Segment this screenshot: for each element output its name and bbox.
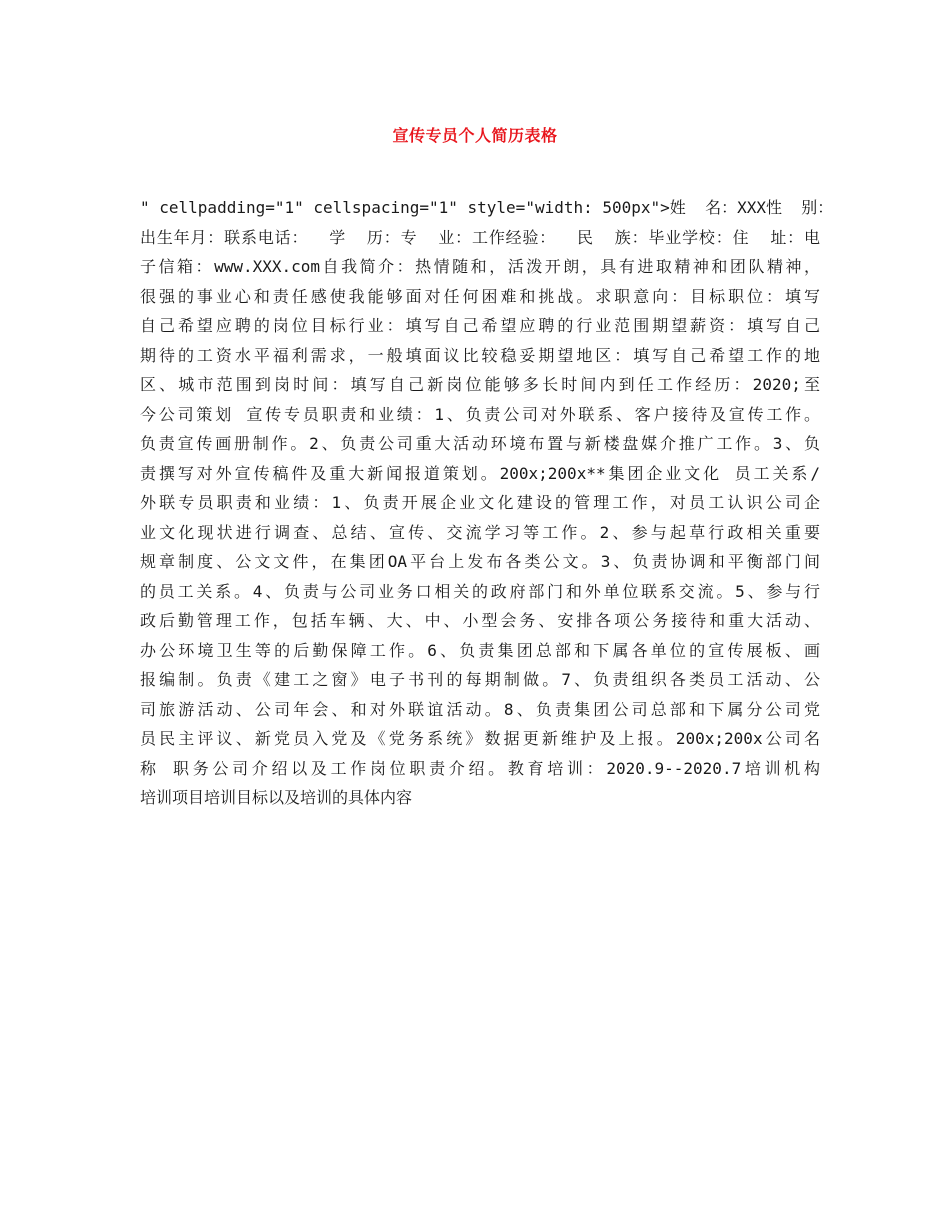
body-line: 称 职务公司介绍以及工作岗位职责介绍。教育培训：2020.9--2020.7培训机构: [140, 758, 820, 778]
document-title: 宣传专员个人简历表格: [392, 126, 558, 145]
body-line: 很强的事业心和责任感使我能够面对任何困难和挑战。求职意向：目标职位：填写: [140, 286, 820, 306]
body-line: 的员工关系。4、负责与公司业务口相关的政府部门和外单位联系交流。5、参与行: [140, 581, 820, 601]
body-line: 培训项目培训目标以及培训的具体内容: [140, 788, 413, 807]
body-line: 司旅游活动、公司年会、和对外联谊活动。8、负责集团公司总部和下属分公司党: [140, 699, 820, 719]
body-line: 员民主评议、新党员入党及《党务系统》数据更新维护及上报。200x;200x公司名: [140, 729, 820, 748]
body-line: 期待的工资水平福利需求，一般填面议比较稳妥期望地区：填写自己希望工作的地: [140, 345, 820, 365]
body-line: 责撰写对外宣传稿件及重大新闻报道策划。200x;200x**集团企业文化 员工关系/: [140, 463, 820, 483]
body-line: 自己希望应聘的岗位目标行业：填写自己希望应聘的行业范围期望薪资：填写自己: [140, 316, 820, 335]
body-line: 负责宣传画册制作。2、负责公司重大活动环境布置与新楼盘媒介推广工作。3、负: [140, 434, 820, 453]
body-line: 办公环境卫生等的后勤保障工作。6、负责集团总部和下属各单位的宣传展板、画: [140, 640, 820, 660]
body-line: " cellpadding="1" cellspacing="1" style="width: 500px">姓 名：XXX性 别：: [140, 198, 834, 217]
body-line: 政后勤管理工作，包括车辆、大、中、小型会务、安排各项公务接待和重大活动、: [140, 611, 820, 630]
body-line: 报编制。负责《建工之窗》电子书刊的每期制做。7、负责组织各类员工活动、公: [140, 670, 820, 689]
body-line: 规章制度、公文文件，在集团OA平台上发布各类公文。3、负责协调和平衡部门间: [140, 552, 820, 571]
body-line: 区、城市范围到岗时间：填写自己新岗位能够多长时间内到任工作经历：2020;至: [140, 375, 820, 394]
body-line: 出生年月：联系电话： 学 历：专 业：工作经验： 民 族：毕业学校：住 址：电: [140, 227, 820, 247]
body-line: 外联专员职责和业绩：1、负责开展企业文化建设的管理工作，对员工认识公司企: [140, 493, 820, 512]
document-body: [140, 193, 834, 813]
body-line: 子信箱：www.XXX.com自我简介：热情随和，活泼开朗，具有进取精神和团队精神，: [140, 257, 820, 276]
body-line: 今公司策划 宣传专员职责和业绩：1、负责公司对外联系、客户接待及宣传工作。: [140, 404, 820, 424]
body-line: 业文化现状进行调查、总结、宣传、交流学习等工作。2、参与起草行政相关重要: [140, 522, 820, 542]
